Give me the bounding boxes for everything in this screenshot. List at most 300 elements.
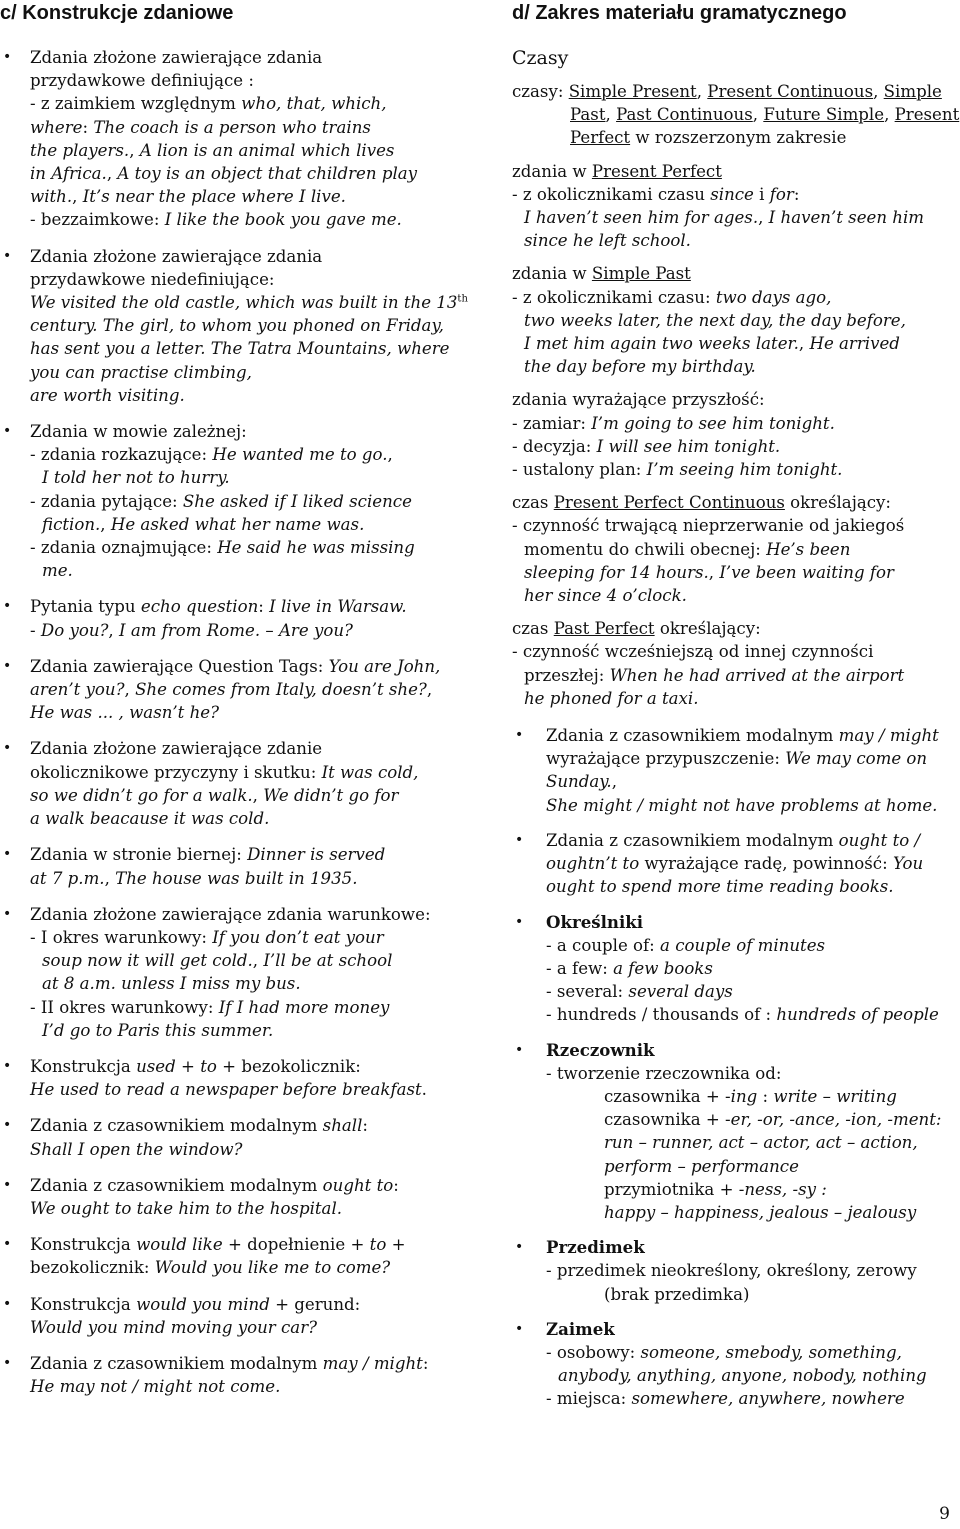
text-run: momentu do chwili obecnej: <box>524 539 767 559</box>
text-line <box>30 1233 478 1256</box>
text-line <box>30 420 478 443</box>
text-run: zdania w <box>512 161 592 181</box>
text-run: She might / might not have problems at home. <box>546 795 938 815</box>
text-line <box>30 996 478 1019</box>
left-column <box>0 0 478 1398</box>
grammar-block <box>512 388 960 481</box>
text-line <box>30 595 478 618</box>
text-run: , <box>100 514 111 534</box>
text-run: We ought to take him to the hospital. <box>30 1198 343 1218</box>
text-run: - a few: <box>546 958 614 978</box>
list-item <box>512 1039 960 1225</box>
list-item <box>0 1114 478 1160</box>
grammar-block <box>512 262 960 378</box>
text-run: a few books <box>613 958 713 978</box>
list-item <box>0 1293 478 1339</box>
text-line <box>546 1364 960 1387</box>
text-run: - decyzja: <box>512 436 597 456</box>
text-run: zdania wyrażające przyszłość: <box>512 390 765 410</box>
text-line <box>30 926 478 949</box>
text-run: ought to / <box>838 830 921 850</box>
text-run: write – writing <box>773 1086 897 1106</box>
list-item <box>512 724 960 817</box>
text-run: przydawkowe definiujące : <box>30 71 254 91</box>
text-run: Past Continuous <box>616 105 753 125</box>
text-run: you can practise climbing, <box>30 362 252 382</box>
text-run: - tworzenie rzeczownika od: <box>546 1063 782 1083</box>
text-run: We visited the old castle, which was built in the 13 <box>30 293 458 313</box>
text-line <box>512 664 960 687</box>
text-run: would like <box>136 1235 223 1255</box>
text-run: with. <box>30 187 73 207</box>
text-run: He may not / might not come. <box>30 1377 281 1397</box>
text-line <box>30 655 478 678</box>
text-run: I will see him tonight. <box>596 436 781 456</box>
text-line <box>30 314 478 337</box>
list-item <box>0 1174 478 1220</box>
text-run: - zdania oznajmujące: <box>30 538 218 558</box>
text-line <box>30 903 478 926</box>
text-run: run – runner, act – actor, act – action, <box>604 1133 918 1153</box>
text-run: czas <box>512 619 554 639</box>
text-run: - zdania rozkazujące: <box>30 445 213 465</box>
text-line <box>30 807 478 830</box>
text-line <box>30 384 478 407</box>
text-run: I’d go to Paris this summer. <box>42 1020 274 1040</box>
text-line <box>30 1293 478 1316</box>
text-run: for <box>769 184 794 204</box>
list-item <box>0 420 478 582</box>
text-run: Dinner is served <box>247 845 386 865</box>
text-run: określający: <box>784 493 891 513</box>
text-line <box>512 160 960 183</box>
text-run: : <box>82 117 94 137</box>
text-line <box>546 1062 960 1085</box>
text-line <box>546 957 960 980</box>
text-run: a couple of minutes <box>660 935 826 955</box>
text-run: - czynność trwającą nieprzerwanie od jakiegoś <box>512 516 905 536</box>
text-run: She comes from Italy, doesn’t she? <box>135 680 427 700</box>
text-run: - bezzaimkowe: <box>30 210 165 230</box>
text-run: I’ll be at school <box>263 951 393 971</box>
text-run: - zamiar: <box>512 413 592 433</box>
text-line <box>546 852 960 875</box>
text-run: - <box>30 620 41 640</box>
text-run: somewhere, anywhere, nowhere <box>631 1389 905 1409</box>
text-line <box>30 1197 478 1220</box>
text-line <box>546 1236 960 1259</box>
text-run: przymiotnika + - <box>604 1179 745 1199</box>
text-run: Do you? <box>40 620 109 640</box>
text-line <box>512 491 960 514</box>
text-run: I haven’t seen him for ages. <box>524 208 759 228</box>
text-run: who, that, which, <box>241 94 387 114</box>
text-line <box>546 934 960 957</box>
list-item <box>512 1318 960 1411</box>
text-run: : <box>393 1175 399 1195</box>
text-line <box>30 337 478 360</box>
text-line <box>546 747 960 770</box>
text-run: + bezokolicznik: <box>216 1056 361 1076</box>
tenses-blocks <box>512 80 960 710</box>
text-run: - several: <box>546 982 629 1002</box>
text-run: I met him again two weeks later. <box>524 334 799 354</box>
text-line <box>30 737 478 760</box>
text-line <box>30 559 478 582</box>
list-item <box>0 1055 478 1101</box>
text-run: : <box>362 1116 368 1136</box>
text-run: th <box>457 293 468 305</box>
text-line <box>30 1256 478 1279</box>
list-item <box>0 1233 478 1279</box>
text-run: two weeks later, the next day, the day before, <box>524 310 906 330</box>
text-run: + <box>386 1235 406 1255</box>
text-run: Simple Present <box>568 82 697 101</box>
text-run: to <box>200 1056 217 1076</box>
text-run: Future Simple <box>763 105 885 125</box>
text-line <box>512 388 960 411</box>
text-run: okolicznikowe przyczyny i skutku: <box>30 762 322 782</box>
text-run: , <box>696 82 708 101</box>
text-line <box>512 514 960 537</box>
text-run: , <box>798 334 810 354</box>
text-run: I haven’t seen him <box>768 208 925 228</box>
text-run: , <box>605 105 617 125</box>
text-run: - z okolicznikami czasu <box>512 184 711 204</box>
text-line <box>546 1178 960 1201</box>
text-line <box>30 1316 478 1339</box>
text-run: , <box>129 140 140 160</box>
text-line <box>30 1055 478 1078</box>
text-run: . <box>421 1080 427 1100</box>
text-run: I like the book you gave me. <box>164 210 402 230</box>
text-run: I’m seeing him tonight. <box>646 460 843 480</box>
right-bullet-list <box>512 724 960 1410</box>
text-run: a walk beacause it was cold. <box>30 809 270 829</box>
text-run: + gerund: <box>269 1294 361 1314</box>
text-run: Zaimek <box>546 1318 615 1339</box>
text-line <box>512 286 960 309</box>
text-run: someone, smebody, something, <box>640 1342 902 1362</box>
text-line <box>512 80 960 103</box>
text-run: You are John, <box>328 656 441 676</box>
text-run: ought to <box>322 1175 394 1195</box>
text-run: przeszłej: <box>524 665 610 685</box>
text-run: - zdania pytające: <box>30 491 183 511</box>
text-run: so we didn’t go for a walk. <box>30 785 253 805</box>
text-run: , <box>124 680 136 700</box>
list-item <box>0 245 478 407</box>
text-run: Past <box>570 105 606 125</box>
text-line <box>546 1039 960 1062</box>
text-line <box>546 1387 960 1410</box>
list-item <box>0 737 478 830</box>
text-run: He arrived <box>809 334 900 354</box>
text-run: soup now it will get cold. <box>42 951 253 971</box>
text-line <box>30 513 478 536</box>
text-line <box>30 1114 478 1137</box>
grammar-block <box>512 80 960 150</box>
text-run: - przedimek nieokreślony, określony, zerowy <box>546 1261 917 1281</box>
text-line <box>30 536 478 559</box>
text-run: określający: <box>654 619 761 639</box>
text-line <box>546 1131 960 1154</box>
text-line <box>30 245 478 268</box>
text-run: hundreds of people <box>776 1005 939 1025</box>
text-run: We didn’t go for <box>263 785 399 805</box>
text-line <box>30 1078 478 1101</box>
text-line <box>512 332 960 355</box>
text-run: Zdania z czasownikiem modalnym <box>546 726 839 746</box>
text-line <box>512 538 960 561</box>
text-run: If you don’t eat your <box>212 927 384 947</box>
list-item <box>512 1236 960 1306</box>
text-run: , <box>106 164 118 184</box>
text-line <box>30 92 478 115</box>
text-run: Konstrukcja <box>30 1056 137 1076</box>
text-line <box>546 1318 960 1341</box>
text-run: - czynność wcześniejszą od innej czynności <box>512 642 874 662</box>
text-run: Rzeczownik <box>546 1039 655 1060</box>
text-run: Zdania złożone zawierające zdania <box>30 48 323 67</box>
text-line <box>546 829 960 852</box>
text-run: It was cold, <box>321 762 419 782</box>
text-run: at 7 p.m. <box>30 868 105 888</box>
text-run: er, -or, -ance, -ion, -ment: <box>730 1110 942 1130</box>
text-run: , <box>387 445 393 465</box>
left-bullet-list <box>0 46 478 1398</box>
text-line <box>30 949 478 972</box>
text-line <box>546 1341 960 1364</box>
section-heading-c: c/ Konstrukcje zdaniowe <box>0 2 234 24</box>
text-run: He was ... , wasn’t he? <box>30 703 220 723</box>
text-run: I am from Rome. – Are you? <box>118 620 353 640</box>
text-run: ness, -sy : <box>744 1179 827 1199</box>
text-run: Simple <box>883 82 942 101</box>
list-item <box>0 903 478 1042</box>
text-run: : <box>422 1353 429 1373</box>
text-run: He used to read a newspaper before breakfast <box>30 1080 422 1100</box>
text-line <box>30 1352 478 1375</box>
text-run: Zdania zawierające Question Tags: <box>30 656 329 676</box>
text-line <box>30 208 478 231</box>
text-line <box>512 687 960 710</box>
text-run: wyrażające radę, powinność: <box>639 854 893 874</box>
text-run: A toy is an object that children play <box>117 164 418 184</box>
text-line <box>546 770 960 793</box>
text-run: w rozszerzonym zakresie <box>630 128 847 148</box>
text-run: czasownika + - <box>604 1110 731 1130</box>
text-run: czas <box>512 493 554 513</box>
text-line <box>30 69 478 92</box>
page-number: 9 <box>939 1504 950 1524</box>
text-run: You <box>892 854 924 874</box>
text-line <box>546 1003 960 1026</box>
text-run: The coach is a person who trains <box>93 117 371 137</box>
text-line <box>512 617 960 640</box>
text-run: i <box>753 184 770 204</box>
text-run: I live in Warsaw. <box>269 597 407 617</box>
text-run: oughtn’t to <box>546 854 640 874</box>
text-line <box>546 1108 960 1131</box>
text-line <box>30 139 478 162</box>
text-run: , <box>873 82 884 101</box>
text-run: He wanted me to go. <box>212 445 388 465</box>
text-run: may / might <box>322 1353 423 1373</box>
text-run: Zdania złożone zawierające zdania warunkowe: <box>30 904 431 924</box>
text-line <box>546 724 960 747</box>
text-line <box>546 1085 960 1108</box>
text-line <box>512 412 960 435</box>
text-run: (brak przedimka) <box>604 1284 750 1304</box>
list-item <box>512 911 960 1027</box>
text-run: has sent you a letter. The Tatra Mountains, where <box>30 339 450 359</box>
text-run: Present Perfect <box>591 161 722 181</box>
text-run: She asked if I liked science <box>182 491 412 511</box>
text-run: czasy: <box>512 82 569 101</box>
text-run: - hundreds / thousands of : <box>546 1005 777 1025</box>
text-run: several days <box>628 982 733 1002</box>
text-run: przydawkowe niedefiniujące: <box>30 269 275 289</box>
text-run: Zdania w stronie biernej: <box>30 845 248 865</box>
list-item <box>0 1352 478 1398</box>
text-line <box>30 843 478 866</box>
text-run: Present Continuous <box>707 82 874 101</box>
text-line <box>30 1174 478 1197</box>
text-line <box>30 116 478 139</box>
text-run: zdania w <box>512 264 592 284</box>
text-line <box>512 355 960 378</box>
text-run: + <box>175 1056 201 1076</box>
text-run: - osobowy: <box>546 1342 641 1362</box>
text-line <box>30 784 478 807</box>
text-run: Zdania złożone zawierające zdania <box>30 246 323 266</box>
text-line <box>512 262 960 285</box>
text-run: He said he was missing <box>217 538 415 558</box>
text-run: since he left school. <box>524 231 691 251</box>
text-run: , <box>108 620 119 640</box>
czasy-title: Czasy <box>512 47 569 69</box>
text-line <box>512 206 960 229</box>
text-line <box>30 490 478 513</box>
grammar-block <box>512 160 960 253</box>
text-run: Zdania złożone zawierające zdanie <box>30 739 323 759</box>
text-run: - ustalony plan: <box>512 460 647 480</box>
text-line <box>30 162 478 185</box>
text-run: , <box>708 562 720 582</box>
text-line <box>546 794 960 817</box>
text-run: When he had arrived at the airport <box>609 665 905 685</box>
text-run: He asked what her name was. <box>110 514 365 534</box>
text-run: Would you like me to come? <box>154 1258 391 1278</box>
text-run: It’s near the place where I live. <box>82 187 346 207</box>
text-line <box>512 458 960 481</box>
text-line <box>30 701 478 724</box>
list-item <box>512 829 960 899</box>
list-item <box>0 655 478 725</box>
text-line <box>546 980 960 1003</box>
text-line <box>30 619 478 642</box>
text-run: happy – happiness, jealous – jealousy <box>604 1202 917 1222</box>
text-run: He’s been <box>766 539 851 559</box>
text-line <box>546 1201 960 1224</box>
text-run: wyrażające przypuszczenie: <box>546 749 786 769</box>
text-run: Sunday. <box>546 772 612 792</box>
text-line <box>512 435 960 458</box>
text-run: , <box>72 187 83 207</box>
text-line <box>30 1138 478 1161</box>
text-run: bezokolicznik: <box>30 1258 155 1278</box>
list-item <box>0 843 478 889</box>
text-run: The house was built in 1935. <box>115 868 358 888</box>
text-line <box>30 466 478 489</box>
text-line <box>512 183 960 206</box>
text-run: two days ago, <box>715 287 832 307</box>
text-run: , <box>252 785 264 805</box>
list-item <box>0 46 478 232</box>
text-run: since <box>710 184 754 204</box>
text-run: A lion is an animal which lives <box>139 140 395 160</box>
text-run: We may come on <box>785 749 928 769</box>
text-run: , <box>426 680 433 700</box>
text-run: , <box>752 105 764 125</box>
text-run: , <box>758 208 769 228</box>
text-run: I told her not to hurry. <box>42 468 230 488</box>
text-line <box>30 1019 478 1042</box>
text-run: Zdania z czasownikiem modalnym <box>546 830 839 850</box>
text-run: + dopełnienie + <box>222 1235 370 1255</box>
text-run: : <box>258 597 270 617</box>
text-line <box>570 103 960 126</box>
text-run: Zdania z czasownikiem modalnym <box>30 1175 323 1195</box>
text-line <box>546 1283 960 1306</box>
text-line <box>30 972 478 995</box>
text-run: at 8 a.m. unless I miss my bus. <box>42 974 301 994</box>
text-line <box>546 911 960 934</box>
text-run: , <box>884 105 895 125</box>
text-line <box>512 584 960 607</box>
text-run: anybody, anything, anyone, nobody, nothing <box>558 1366 927 1386</box>
text-run: her since 4 o’clock. <box>524 586 687 606</box>
text-run: I’m going to see him tonight. <box>591 413 835 433</box>
text-line <box>30 185 478 208</box>
text-run: - I okres warunkowy: <box>30 927 213 947</box>
text-line <box>570 126 960 149</box>
text-run: in Africa. <box>30 164 107 184</box>
text-run: Przedimek <box>546 1237 645 1258</box>
text-line <box>512 640 960 663</box>
text-run: Zdania z czasownikiem modalnym <box>30 1353 323 1373</box>
text-run: : <box>793 184 800 204</box>
text-line <box>546 1155 960 1178</box>
text-run: Konstrukcja <box>30 1294 137 1314</box>
list-item <box>0 595 478 641</box>
text-line <box>30 443 478 466</box>
text-run: - miejsca: <box>546 1389 632 1409</box>
text-run: Shall I open the window? <box>30 1139 243 1159</box>
text-run: sleeping for 14 hours. <box>524 562 709 582</box>
text-run: Perfect <box>570 128 631 148</box>
text-line <box>30 867 478 890</box>
text-run: Pytania typu <box>30 597 141 617</box>
text-run: Would you mind moving your car? <box>30 1317 318 1337</box>
text-run: he phoned for a taxi. <box>524 688 699 708</box>
text-run: ing <box>730 1086 758 1106</box>
text-line <box>512 561 960 584</box>
text-line <box>30 361 478 384</box>
text-run: , <box>252 951 264 971</box>
text-run: - II okres warunkowy: <box>30 997 219 1017</box>
